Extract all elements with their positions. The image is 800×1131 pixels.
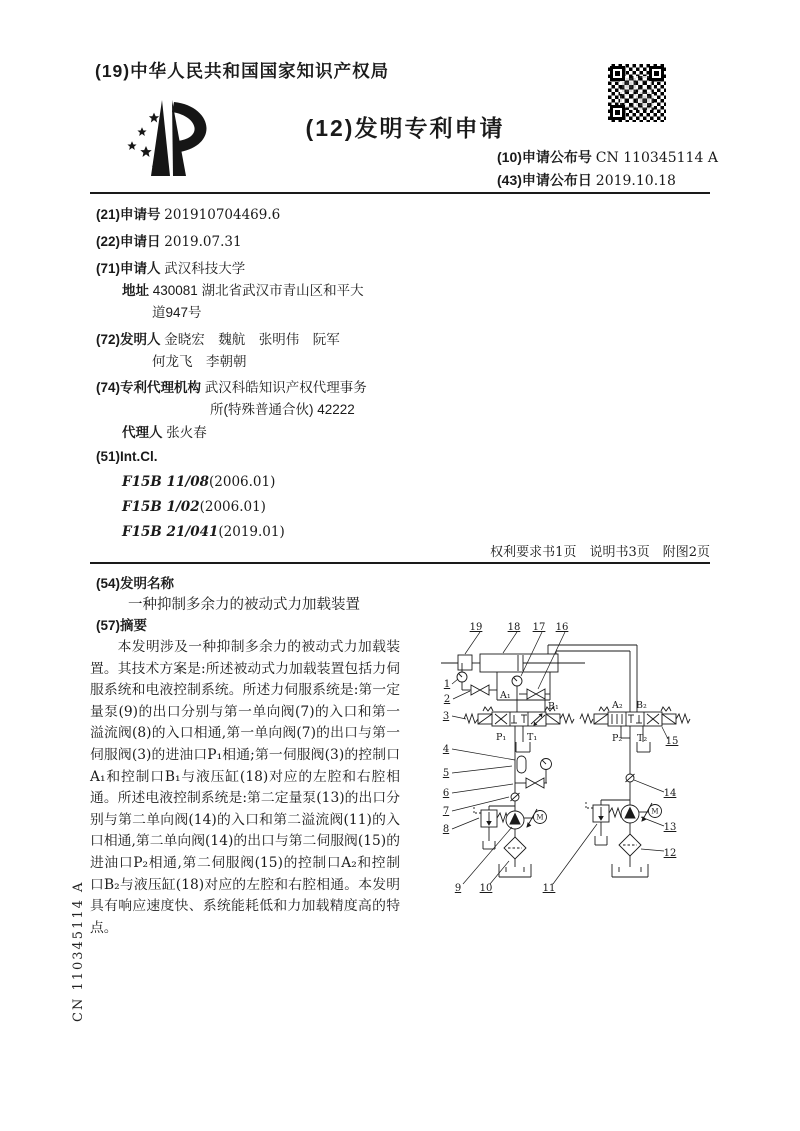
agency-row2 [210, 398, 355, 418]
address-row [122, 279, 364, 299]
pages-info: 权利要求书1页 说明书3页 附图2页 [490, 545, 710, 560]
intcl-label: (51)Int.Cl. [96, 449, 158, 464]
callout-5: 5 [442, 768, 450, 779]
applicant-value: 武汉科技大学 [164, 261, 246, 276]
abstract-text: 本发明涉及一种抑制多余力的被动式力加载装置。其技术方案是:所述被动式力加载装置包括力伺服系统和电液控制系统。所述力伺服系统是:第一定量泵(9)的出口分别与第一单向阀(7)的入口和第一溢流阀(8)的入口相通,第一单向阀(7)的出口与第一伺服阀(3)的进油口P₁相通;第一伺服阀(3)的控制口A₁和控制口B₁与液压缸(18)对应的左腔和右腔相通。所述电液控制系统是:第二定量泵(13)的出口分别与第二单向阀(14)的入口和第二溢流阀(11)的入口相通,第二单向阀(14)的出口与第二伺服阀(15)的进油口P₂相通,第二伺服阀(15)的控制口A₂和控制口B₂与液压缸(18)对应的左腔和右腔相通。本发明具有响应速度快、系统能耗低和力加载精度高的特点。 [90, 639, 400, 936]
servo-valve-15 [580, 707, 690, 726]
ipc2-year: (2006.01) [199, 499, 266, 515]
port-b2: B₂ [636, 700, 647, 711]
inventors-row [96, 328, 340, 348]
publication-date-row [497, 170, 676, 190]
agency-label: (74)专利代理机构 [96, 380, 202, 395]
intcl-row [96, 449, 158, 464]
cnipa-logo-icon [120, 94, 225, 184]
ipc3-year: (2019.01) [218, 524, 285, 540]
address-label: 地址 [122, 283, 149, 298]
ipc-row-3 [122, 524, 285, 540]
inventors-line2: 何龙飞 李朝朝 [152, 354, 247, 369]
callout-9: 9 [454, 883, 462, 894]
side-publication-code: CN 110345114 A [71, 880, 86, 1022]
port-a2: A₂ [612, 700, 623, 711]
publication-date: 2019.10.18 [595, 173, 676, 189]
port-p2: P₂ [612, 733, 623, 744]
ipc1-code: F15B 11/08 [122, 474, 209, 490]
address-row2 [152, 301, 202, 321]
ipc1-year: (2006.01) [209, 474, 276, 490]
abstract-section-label: (57)摘要 [96, 618, 148, 633]
pipe-to-right-valve [548, 645, 637, 712]
check-valve-14 [626, 774, 635, 782]
check-valve-7 [511, 793, 520, 801]
ipc2-code: F15B 1/02 [122, 499, 200, 515]
shutoff-valve-2 [462, 685, 497, 695]
doc-type-title: (12)发明专利申请 [305, 115, 505, 141]
applicant-label: (71)申请人 [96, 261, 161, 276]
invention-title: 一种抑制多余力的被动式力加载装置 [128, 597, 360, 613]
shutoff-valve-6 [515, 778, 547, 788]
pressure-gauge-17 [512, 676, 522, 700]
svg-text:M: M [651, 807, 659, 816]
app-no-label: (21)申请号 [96, 207, 161, 222]
agency-row [96, 376, 367, 396]
callout-7: 7 [442, 806, 450, 817]
callout-17: 17 [532, 622, 546, 633]
app-no-value: 201910704469.6 [164, 207, 281, 223]
svg-text:M: M [536, 813, 544, 822]
qr-finder-icon [610, 105, 625, 120]
port-p1: P₁ [496, 732, 507, 743]
callout-14: 14 [663, 788, 677, 799]
relief-valve-11 [586, 800, 630, 845]
pub-number-label: (10)申请公布号 [497, 149, 592, 165]
agent-row [122, 421, 207, 441]
agent-label: 代理人 [122, 425, 163, 440]
callout-2: 2 [443, 694, 451, 705]
app-date-value: 2019.07.31 [164, 234, 242, 250]
callout-18: 18 [507, 622, 521, 633]
callout-1: 1 [443, 679, 451, 690]
inventors-label: (72)发明人 [96, 332, 161, 347]
application-number-row [96, 203, 280, 223]
port-a1: A₁ [500, 690, 511, 701]
applicant-row [96, 257, 245, 277]
callout-11: 11 [542, 883, 556, 894]
inventors-line1: 金晓宏 魏航 张明伟 阮军 [164, 332, 340, 347]
publication-number: CN 110345114 A [595, 150, 718, 166]
ipc-row-1 [122, 474, 275, 490]
qr-code [608, 64, 666, 122]
address-line1: 430081 湖北省武汉市青山区和平大 [152, 283, 364, 298]
pub-date-label: (43)申请公布日 [497, 172, 592, 188]
ipc3-code: F15B 21/041 [122, 524, 219, 540]
qr-finder-icon [649, 66, 664, 81]
filter-10 [504, 829, 526, 867]
port-t2: T₂ [637, 733, 648, 744]
divider [90, 562, 710, 564]
port-t1: T₁ [527, 732, 538, 743]
callout-10: 10 [479, 883, 493, 894]
qr-finder-icon [610, 66, 625, 81]
callout-15: 15 [665, 736, 679, 747]
application-date-row [96, 230, 242, 250]
agency-line1: 武汉科皓知识产权代理事务 [204, 380, 367, 395]
callout-12: 12 [663, 848, 677, 859]
motor-9 [534, 811, 547, 824]
callout-4: 4 [442, 744, 450, 755]
filter-12 [619, 834, 641, 856]
callout-8: 8 [442, 824, 450, 835]
accumulator-4 [517, 756, 526, 773]
pump-13 [621, 803, 652, 823]
force-sensor-19 [441, 655, 480, 670]
port-b1: B₁ [548, 701, 559, 712]
hydraulic-cylinder-18 [480, 654, 585, 672]
app-date-label: (22)申请日 [96, 234, 161, 249]
motor-13 [649, 805, 662, 818]
office-name: (19)中华人民共和国国家知识产权局 [95, 61, 390, 81]
inventors-row2 [152, 350, 247, 370]
callout-13: 13 [663, 822, 677, 833]
address-line2: 道947号 [152, 305, 202, 320]
divider [90, 192, 710, 194]
agency-line2: 所(特殊普通合伙) 42222 [210, 402, 355, 417]
callout-19: 19 [469, 622, 483, 633]
callout-3: 3 [442, 711, 450, 722]
publication-number-row [497, 147, 718, 167]
agent-value: 张火春 [166, 425, 207, 440]
hydraulic-circuit-figure [420, 585, 720, 920]
callout-6: 6 [442, 788, 450, 799]
ipc-row-2 [122, 499, 266, 515]
pump-9 [506, 809, 537, 829]
callout-16: 16 [555, 622, 569, 633]
shutoff-valve-16 [519, 689, 550, 699]
title-section-label: (54)发明名称 [96, 576, 175, 591]
